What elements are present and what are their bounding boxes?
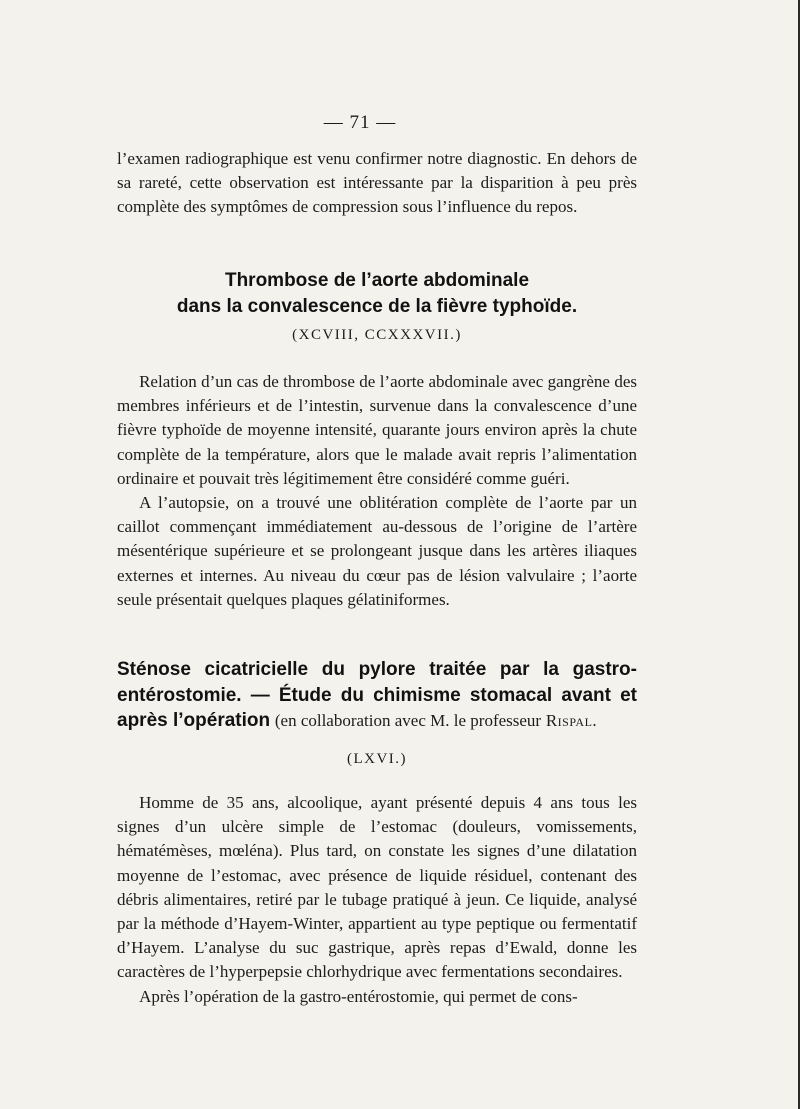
section2-body: [117, 791, 637, 1009]
section1-paragraph1: Relation d’un cas de thrombose de l’aorte abdominale avec gangrène des membres inférieurs et de l’intestin, survenue dans la convalescence d’une fièvre typhoïde de moyenne intensité, quarante jours environ après la chute complète de la température, alors que le malade avait repris l’alimentation ordinaire et pouvait très légitimement être considéré comme guéri.: [117, 372, 637, 488]
section1-title-line2: dans la convalescence de la fièvre typhoïde.: [176, 295, 578, 317]
section2-reference: (LXVI.): [346, 751, 408, 767]
section1-title: [117, 268, 637, 319]
section2-title-text: Sténose cicatricielle du pylore traitée par la gastro-entérostomie. — Étude du chimisme stomacal avant et après l’opération: [117, 659, 637, 731]
section1-paragraph2: A l’autopsie, on a trouvé une oblitération complète de l’aorte par un caillot commençant immédiatement au-dessous de l’origine de l’artère mésentérique supérieure et se prolongeant jusque dans les artères iliaques externes et internes. Au niveau du cœur pas de lésion valvulaire ; l’aorte seule présentait quelques plaques gélatiniformes.: [117, 493, 637, 609]
section2-paragraph2: Après l’opération de la gastro-entérostomie, qui permet de cons-: [139, 986, 578, 1006]
section2-collaboration: (en collaboration avec M. le professeur: [274, 711, 542, 730]
intro-paragraph: l’examen radiographique est venu confirmer notre diagnostic. En dehors de sa rareté, cette observation est intéressante par la disparition à peu près complète des symptômes de compression sous l’influence du repos.: [117, 149, 637, 217]
intro-block: [117, 147, 637, 220]
section2-paragraph1: Homme de 35 ans, alcoolique, ayant présenté depuis 4 ans tous les signes d’un ulcère simple de l’estomac (douleurs, vomissements, hématémèses, mœléna). Plus tard, on constate les signes d’une dilatation moyenne de l’estomac, avec présence de liquide résiduel, contenant des débris alimentaires, retiré par le tubage pratiqué à jeun. Ce liquide, analysé par la méthode d’Hayem-Winter, appartient au type peptique ou fermentatif d’Hayem. L’analyse du suc gastrique, après repas d’Ewald, donne les caractères de l’hyperpepsie chlorhydrique avec fermentations secondaires.: [117, 793, 637, 982]
section2-author: Rispal.: [545, 711, 598, 730]
section1-body: [117, 370, 637, 612]
section2-title: [117, 657, 637, 734]
page-number: — 71 —: [323, 112, 397, 133]
section1-reference: (XCVIII, CCXXXVII.): [292, 327, 462, 343]
section1-title-line1: Thrombose de l’aorte abdominale: [224, 270, 530, 291]
